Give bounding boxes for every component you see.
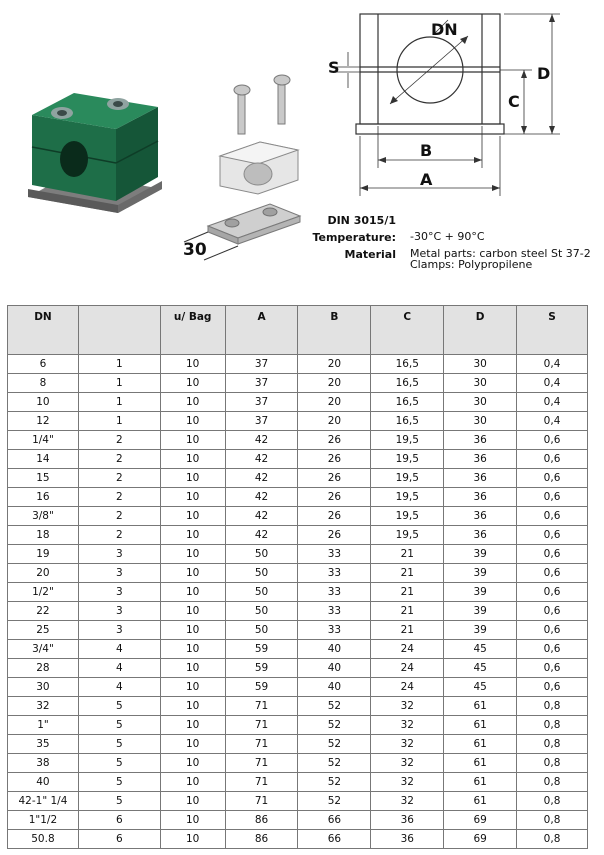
table-cell: 32 xyxy=(371,716,444,735)
table-row xyxy=(8,640,588,659)
base-width-label: 30 xyxy=(183,240,207,260)
spec-temperature xyxy=(300,231,600,248)
table-cell: 0,6 xyxy=(517,545,588,564)
table-cell: 45 xyxy=(444,678,517,697)
table-row xyxy=(8,431,588,450)
table-cell: 52 xyxy=(298,697,371,716)
column-header: u/ Bag xyxy=(160,306,225,355)
table-cell: 42 xyxy=(225,526,298,545)
spec-block xyxy=(300,214,600,276)
table-cell: 20 xyxy=(298,412,371,431)
table-cell: 12 xyxy=(8,412,79,431)
table-row xyxy=(8,735,588,754)
table-row xyxy=(8,659,588,678)
table-cell: 21 xyxy=(371,545,444,564)
table-cell: 0,4 xyxy=(517,412,588,431)
table-cell: 39 xyxy=(444,583,517,602)
table-cell: 5 xyxy=(78,792,160,811)
table-cell: 61 xyxy=(444,773,517,792)
table-cell: 1/4" xyxy=(8,431,79,450)
table-cell: 37 xyxy=(225,374,298,393)
table-cell: 30 xyxy=(444,393,517,412)
table-cell: 33 xyxy=(298,602,371,621)
table-cell: 0,4 xyxy=(517,393,588,412)
table-cell: 39 xyxy=(444,545,517,564)
table-cell: 1" xyxy=(8,716,79,735)
table-row xyxy=(8,621,588,640)
table-cell: 36 xyxy=(371,830,444,849)
table-cell: 42 xyxy=(225,507,298,526)
table-cell: 86 xyxy=(225,811,298,830)
table-cell: 0,8 xyxy=(517,754,588,773)
table-cell: 0,8 xyxy=(517,735,588,754)
table-cell: 19,5 xyxy=(371,526,444,545)
table-cell: 25 xyxy=(8,621,79,640)
table-cell: 3 xyxy=(78,545,160,564)
table-cell: 69 xyxy=(444,811,517,830)
table-cell: 16 xyxy=(8,488,79,507)
table-cell: 26 xyxy=(298,469,371,488)
table-body xyxy=(8,355,588,849)
table-cell: 28 xyxy=(8,659,79,678)
table-cell: 5 xyxy=(78,735,160,754)
table-cell: 19,5 xyxy=(371,469,444,488)
table-cell: 0,6 xyxy=(517,564,588,583)
green-clamp-image xyxy=(20,85,170,215)
table-cell: 42 xyxy=(225,488,298,507)
table-cell: 10 xyxy=(160,412,225,431)
table-cell: 10 xyxy=(160,830,225,849)
dimensions-table xyxy=(7,305,588,849)
table-cell: 19,5 xyxy=(371,507,444,526)
table-cell: 0,6 xyxy=(517,450,588,469)
table-cell: 50 xyxy=(225,545,298,564)
table-cell: 2 xyxy=(78,507,160,526)
table-cell: 50 xyxy=(225,621,298,640)
dim-label-s: S xyxy=(328,58,340,77)
table-cell: 32 xyxy=(371,697,444,716)
table-cell: 0,6 xyxy=(517,583,588,602)
table-cell: 32 xyxy=(371,754,444,773)
table-cell: 42 xyxy=(225,450,298,469)
table-cell: 5 xyxy=(78,697,160,716)
column-header xyxy=(78,306,160,355)
spec-temperature-label: Temperature: xyxy=(312,231,396,244)
table-cell: 0,6 xyxy=(517,678,588,697)
table-cell: 10 xyxy=(160,621,225,640)
table-cell: 3 xyxy=(78,583,160,602)
table-cell: 21 xyxy=(371,564,444,583)
table-cell: 61 xyxy=(444,754,517,773)
table-cell: 0,8 xyxy=(517,811,588,830)
table-cell: 16,5 xyxy=(371,393,444,412)
table-cell: 36 xyxy=(444,450,517,469)
table-cell: 10 xyxy=(160,564,225,583)
table-cell: 3/8" xyxy=(8,507,79,526)
table-cell: 21 xyxy=(371,583,444,602)
spec-temperature-value: -30°C + 90°C xyxy=(410,230,485,243)
table-cell: 36 xyxy=(371,811,444,830)
table-row xyxy=(8,355,588,374)
table-cell: 19,5 xyxy=(371,450,444,469)
table-cell: 32 xyxy=(371,735,444,754)
dim-label-d: D xyxy=(537,64,551,83)
table-cell: 5 xyxy=(78,773,160,792)
table-cell: 4 xyxy=(78,659,160,678)
table-cell: 1 xyxy=(78,355,160,374)
table-cell: 40 xyxy=(298,640,371,659)
table-cell: 26 xyxy=(298,507,371,526)
table-cell: 26 xyxy=(298,488,371,507)
column-header: S xyxy=(517,306,588,355)
table-cell: 4 xyxy=(78,678,160,697)
exploded-assembly-image xyxy=(178,66,310,262)
table-row xyxy=(8,754,588,773)
table-cell: 39 xyxy=(444,621,517,640)
table-row xyxy=(8,583,588,602)
table-cell: 15 xyxy=(8,469,79,488)
table-cell: 24 xyxy=(371,678,444,697)
table-cell: 61 xyxy=(444,735,517,754)
table-cell: 37 xyxy=(225,393,298,412)
column-header: A xyxy=(225,306,298,355)
table-cell: 10 xyxy=(160,545,225,564)
table-row xyxy=(8,602,588,621)
table-cell: 24 xyxy=(371,640,444,659)
table-cell: 10 xyxy=(160,431,225,450)
table-cell: 21 xyxy=(371,621,444,640)
table-cell: 33 xyxy=(298,545,371,564)
table-cell: 0,6 xyxy=(517,602,588,621)
table-cell: 14 xyxy=(8,450,79,469)
table-cell: 42-1" 1/4 xyxy=(8,792,79,811)
dim-label-b: B xyxy=(420,141,433,160)
table-cell: 6 xyxy=(78,811,160,830)
table-cell: 45 xyxy=(444,640,517,659)
table-cell: 10 xyxy=(160,507,225,526)
table-cell: 2 xyxy=(78,526,160,545)
table-cell: 10 xyxy=(160,754,225,773)
dimension-drawing xyxy=(326,0,604,212)
table-cell: 1"1/2 xyxy=(8,811,79,830)
table-cell: 59 xyxy=(225,640,298,659)
table-cell: 10 xyxy=(160,811,225,830)
table-cell: 10 xyxy=(160,469,225,488)
table-row xyxy=(8,450,588,469)
table-cell: 40 xyxy=(8,773,79,792)
table-cell: 38 xyxy=(8,754,79,773)
table-cell: 21 xyxy=(371,602,444,621)
table-row xyxy=(8,469,588,488)
table-cell: 52 xyxy=(298,754,371,773)
table-cell: 8 xyxy=(8,374,79,393)
table-cell: 59 xyxy=(225,659,298,678)
table-cell: 0,6 xyxy=(517,621,588,640)
table-cell: 36 xyxy=(444,431,517,450)
table-cell: 10 xyxy=(160,393,225,412)
product-header xyxy=(0,0,604,300)
table-row xyxy=(8,811,588,830)
table-cell: 50 xyxy=(225,602,298,621)
column-header: D xyxy=(444,306,517,355)
table-cell: 36 xyxy=(444,469,517,488)
table-cell: 1 xyxy=(78,412,160,431)
table-cell: 52 xyxy=(298,735,371,754)
table-cell: 22 xyxy=(8,602,79,621)
table-cell: 86 xyxy=(225,830,298,849)
table-cell: 36 xyxy=(444,488,517,507)
table-cell: 0,6 xyxy=(517,640,588,659)
table-cell: 20 xyxy=(298,393,371,412)
table-cell: 10 xyxy=(160,697,225,716)
table-cell: 50.8 xyxy=(8,830,79,849)
table-row xyxy=(8,792,588,811)
table-cell: 37 xyxy=(225,412,298,431)
table-cell: 6 xyxy=(8,355,79,374)
table-cell: 26 xyxy=(298,526,371,545)
table-cell: 40 xyxy=(298,678,371,697)
table-cell: 18 xyxy=(8,526,79,545)
table-cell: 52 xyxy=(298,773,371,792)
dim-label-dn: DN xyxy=(431,20,458,39)
table-cell: 10 xyxy=(160,374,225,393)
spec-standard-label: DIN 3015/1 xyxy=(327,214,396,227)
table-cell: 1 xyxy=(78,374,160,393)
table-cell: 39 xyxy=(444,602,517,621)
table-cell: 0,4 xyxy=(517,355,588,374)
table-cell: 16,5 xyxy=(371,374,444,393)
table-cell: 10 xyxy=(160,640,225,659)
table-cell: 52 xyxy=(298,792,371,811)
spec-material-value-2: Clamps: Polypropilene xyxy=(410,258,533,271)
table-cell: 20 xyxy=(298,374,371,393)
spec-material-value: Metal parts: carbon steel St 37-2 xyxy=(410,247,591,260)
table-cell: 52 xyxy=(298,716,371,735)
table-cell: 16,5 xyxy=(371,355,444,374)
table-row xyxy=(8,678,588,697)
table-cell: 30 xyxy=(444,374,517,393)
table-cell: 6 xyxy=(78,830,160,849)
table-cell: 50 xyxy=(225,583,298,602)
table-cell: 10 xyxy=(8,393,79,412)
table-cell: 3 xyxy=(78,621,160,640)
table-cell: 24 xyxy=(371,659,444,678)
table-cell: 71 xyxy=(225,773,298,792)
table-cell: 19 xyxy=(8,545,79,564)
table-row xyxy=(8,564,588,583)
table-cell: 32 xyxy=(8,697,79,716)
spec-material xyxy=(300,248,600,276)
dim-label-c: C xyxy=(508,92,520,111)
table-cell: 3/4" xyxy=(8,640,79,659)
table-cell: 10 xyxy=(160,488,225,507)
table-row xyxy=(8,488,588,507)
table-cell: 5 xyxy=(78,716,160,735)
table-cell: 26 xyxy=(298,450,371,469)
table-cell: 33 xyxy=(298,583,371,602)
table-cell: 36 xyxy=(444,526,517,545)
table-cell: 0,8 xyxy=(517,830,588,849)
table-cell: 10 xyxy=(160,450,225,469)
table-cell: 19,5 xyxy=(371,488,444,507)
table-cell: 0,6 xyxy=(517,488,588,507)
table-cell: 5 xyxy=(78,754,160,773)
table-cell: 10 xyxy=(160,735,225,754)
table-cell: 42 xyxy=(225,469,298,488)
table-cell: 71 xyxy=(225,792,298,811)
table-cell: 69 xyxy=(444,830,517,849)
dim-label-a: A xyxy=(420,170,433,189)
table-cell: 2 xyxy=(78,450,160,469)
table-cell: 35 xyxy=(8,735,79,754)
table-row xyxy=(8,526,588,545)
table-cell: 16,5 xyxy=(371,412,444,431)
column-header: B xyxy=(298,306,371,355)
spec-material-label: Material xyxy=(344,248,396,261)
table-cell: 61 xyxy=(444,792,517,811)
table-cell: 59 xyxy=(225,678,298,697)
table-cell: 1/2" xyxy=(8,583,79,602)
table-cell: 0,8 xyxy=(517,697,588,716)
table-cell: 0,6 xyxy=(517,469,588,488)
table-cell: 1 xyxy=(78,393,160,412)
table-cell: 20 xyxy=(298,355,371,374)
column-header: C xyxy=(371,306,444,355)
table-cell: 10 xyxy=(160,773,225,792)
table-cell: 71 xyxy=(225,754,298,773)
table-cell: 0,8 xyxy=(517,716,588,735)
table-cell: 50 xyxy=(225,564,298,583)
table-cell: 71 xyxy=(225,697,298,716)
table-row xyxy=(8,374,588,393)
table-row xyxy=(8,773,588,792)
table-cell: 37 xyxy=(225,355,298,374)
table-cell: 0,6 xyxy=(517,659,588,678)
table-row xyxy=(8,412,588,431)
table-cell: 2 xyxy=(78,469,160,488)
table-cell: 33 xyxy=(298,621,371,640)
table-row xyxy=(8,393,588,412)
table-cell: 30 xyxy=(8,678,79,697)
table-cell: 10 xyxy=(160,355,225,374)
table-cell: 10 xyxy=(160,716,225,735)
table-cell: 0,6 xyxy=(517,507,588,526)
table-cell: 10 xyxy=(160,659,225,678)
table-cell: 10 xyxy=(160,526,225,545)
table-cell: 4 xyxy=(78,640,160,659)
table-cell: 66 xyxy=(298,811,371,830)
table-cell: 40 xyxy=(298,659,371,678)
table-cell: 0,8 xyxy=(517,773,588,792)
table-row xyxy=(8,830,588,849)
table-cell: 10 xyxy=(160,602,225,621)
table-cell: 61 xyxy=(444,716,517,735)
table-cell: 0,8 xyxy=(517,792,588,811)
table-cell: 71 xyxy=(225,735,298,754)
table-cell: 0,4 xyxy=(517,374,588,393)
table-row xyxy=(8,697,588,716)
table-header-row xyxy=(8,306,588,355)
table-cell: 32 xyxy=(371,792,444,811)
table-cell: 36 xyxy=(444,507,517,526)
table-cell: 0,6 xyxy=(517,526,588,545)
table-cell: 42 xyxy=(225,431,298,450)
table-cell: 61 xyxy=(444,697,517,716)
table-cell: 2 xyxy=(78,431,160,450)
table-cell: 66 xyxy=(298,830,371,849)
table-cell: 39 xyxy=(444,564,517,583)
table-cell: 0,6 xyxy=(517,431,588,450)
table-cell: 30 xyxy=(444,412,517,431)
table-cell: 2 xyxy=(78,488,160,507)
table-row xyxy=(8,507,588,526)
table-cell: 71 xyxy=(225,716,298,735)
table-cell: 10 xyxy=(160,792,225,811)
table-row xyxy=(8,545,588,564)
table-cell: 10 xyxy=(160,678,225,697)
table-cell: 33 xyxy=(298,564,371,583)
table-cell: 10 xyxy=(160,583,225,602)
table-cell: 26 xyxy=(298,431,371,450)
spec-standard xyxy=(300,214,600,231)
table-cell: 45 xyxy=(444,659,517,678)
table-cell: 19,5 xyxy=(371,431,444,450)
column-header: DN xyxy=(8,306,79,355)
table-row xyxy=(8,716,588,735)
table-cell: 3 xyxy=(78,564,160,583)
table-cell: 20 xyxy=(8,564,79,583)
table-cell: 32 xyxy=(371,773,444,792)
table-cell: 30 xyxy=(444,355,517,374)
table-cell: 3 xyxy=(78,602,160,621)
